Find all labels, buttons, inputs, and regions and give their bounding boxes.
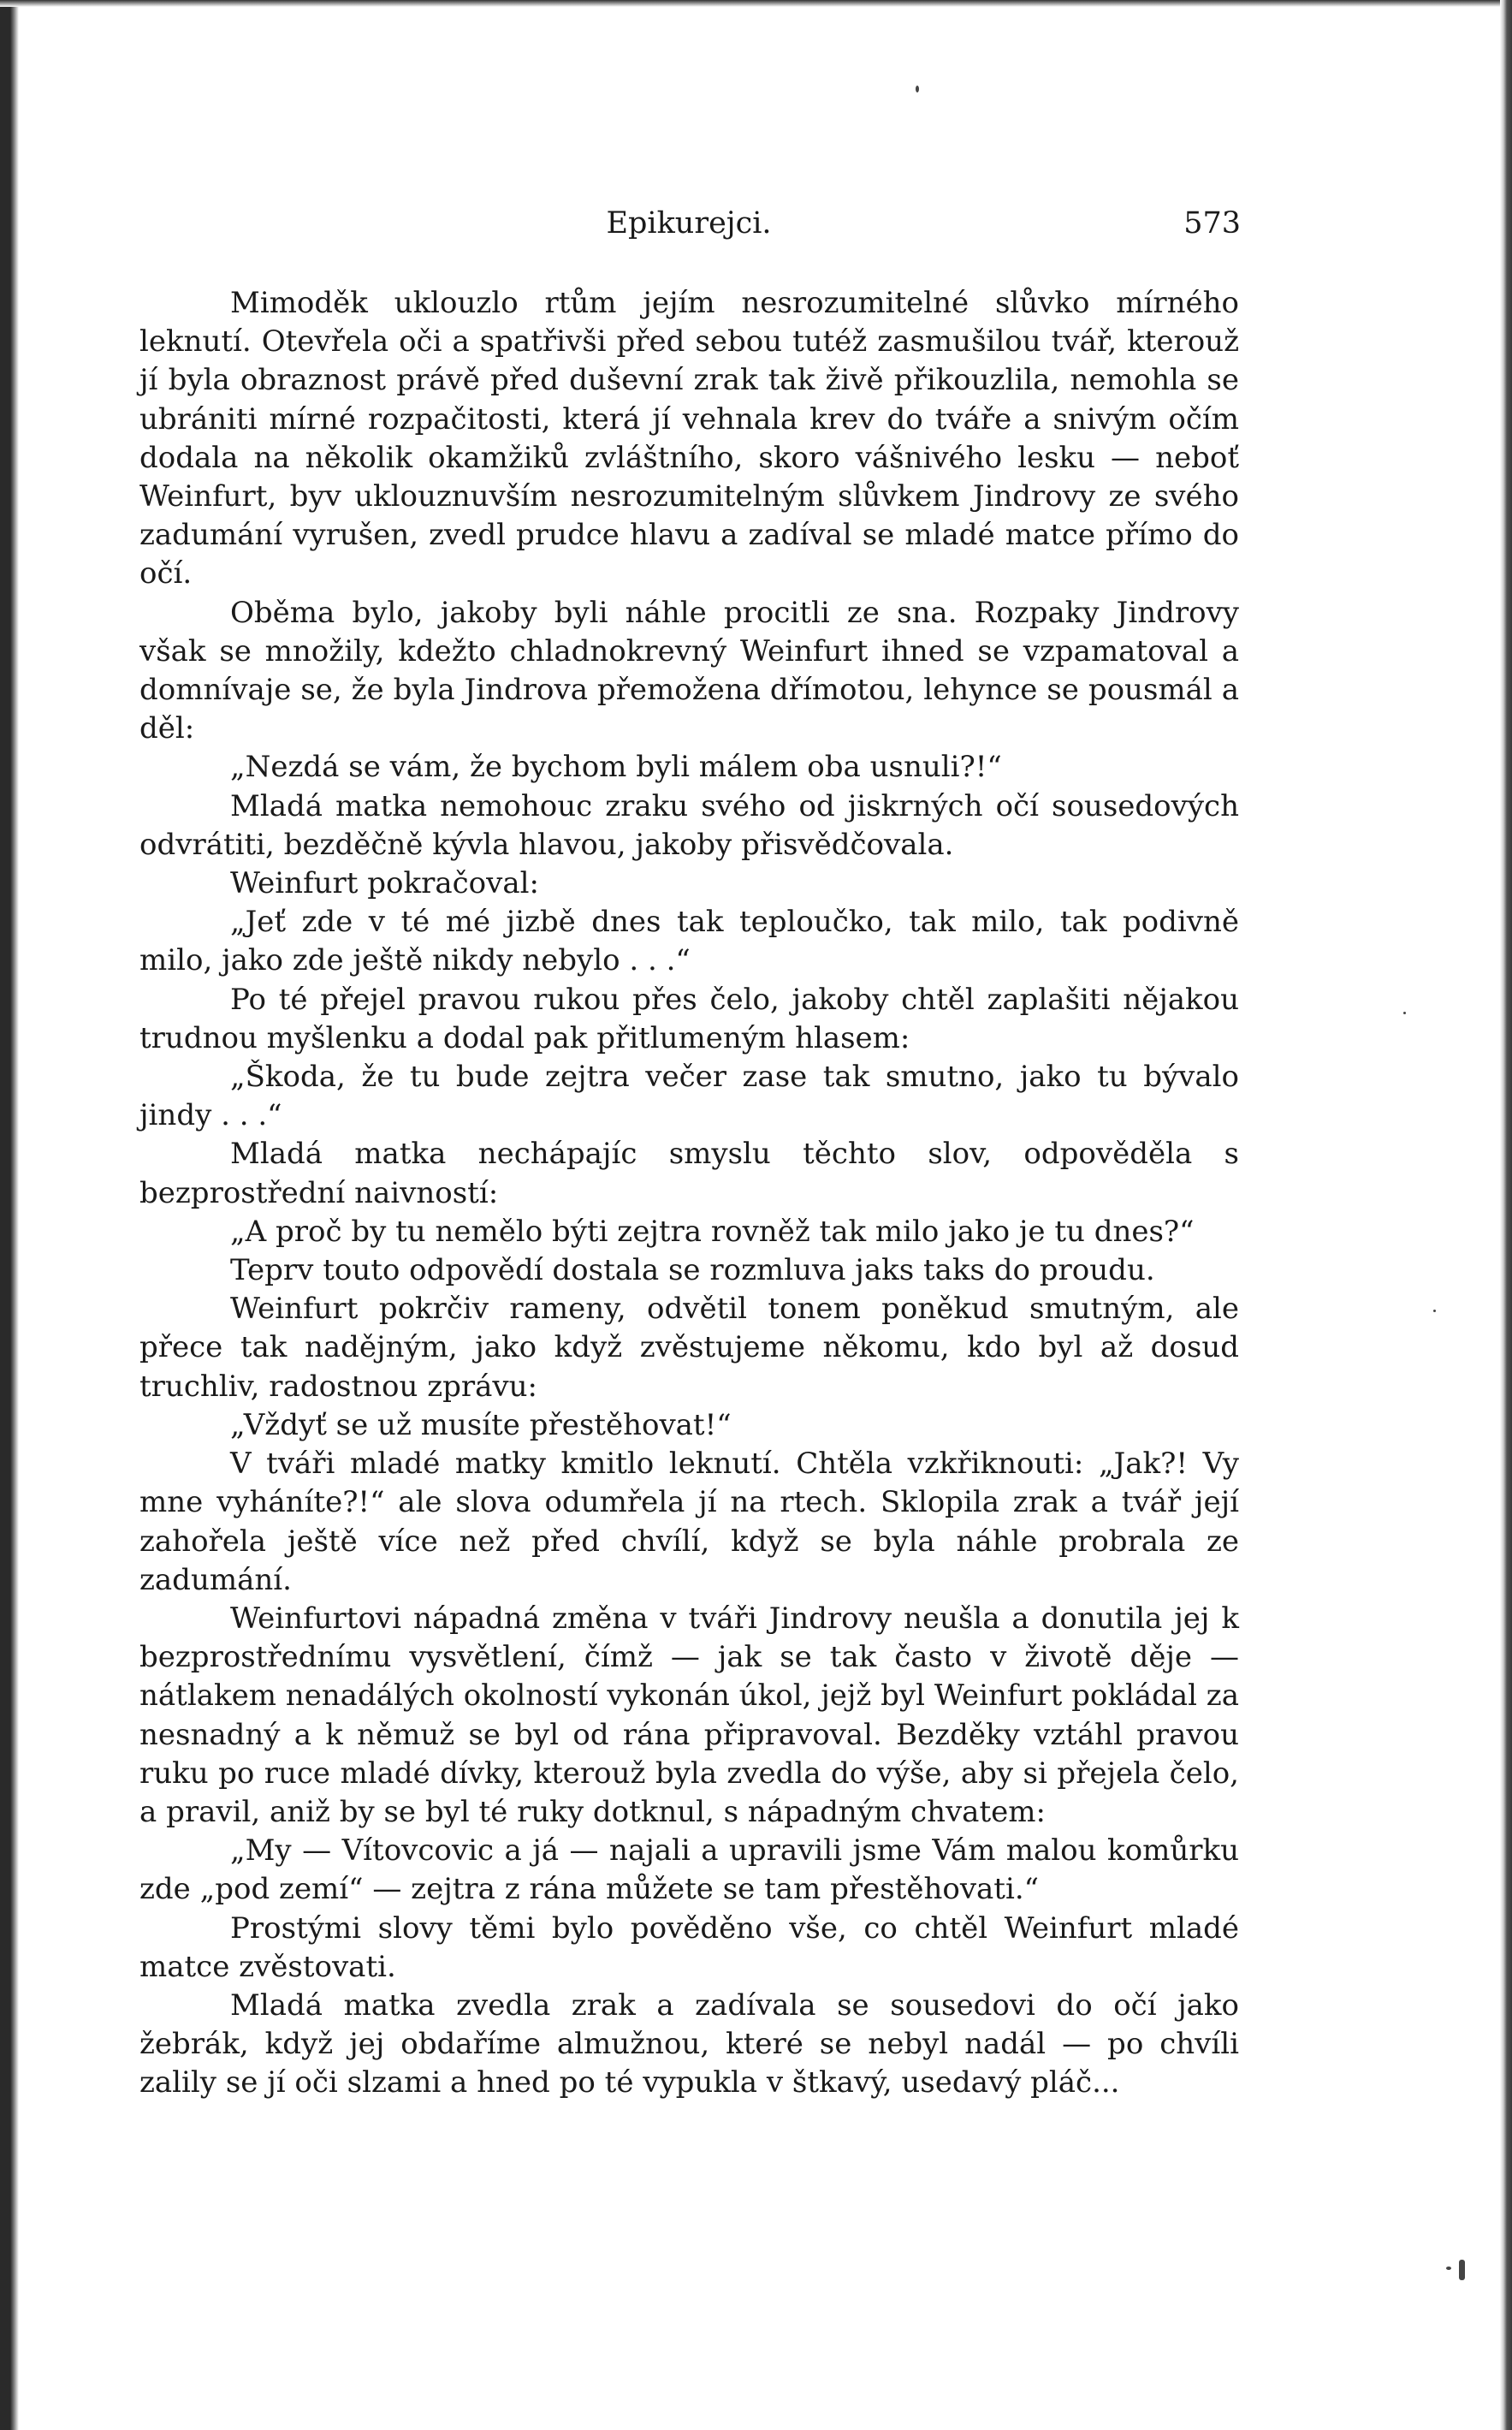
paragraph: „Jeť zde v té mé jizbě dnes tak teploučko, tak milo, tak podivně milo, jako zde ještě nikdy nebylo . . .“ xyxy=(139,905,1239,978)
scan-speck xyxy=(1403,1012,1406,1014)
paragraph: Weinfurt pokračoval: xyxy=(230,866,539,901)
paragraph: Po té přejel pravou rukou přes čelo, jakoby chtěl zaplašiti nějakou trudnou myšlenku a dodal pak přitlumeným hlasem: xyxy=(139,982,1239,1055)
paragraph: Weinfurtovi nápadná změna v tváři Jindrovy neušla a donutila jej k bezprostřednímu vysvětlení, čímž — jak se tak často v životě děje — nátlakem nenadálých okolností vykonán úkol, jejž byl Weinfurt pokládal za nesnadný a k němuž se byl od rána připravoval. Bezděky vztáhl pravou ruku po ruce mladé dívky, kterouž byla zvedla do výše, aby si přejela čelo, a pravil, aniž by se byl té ruky dotknul, s nápadným chvatem: xyxy=(139,1601,1239,1829)
running-title: Epikurejci. xyxy=(606,206,772,241)
scan-shadow-right xyxy=(1500,0,1512,2430)
paragraph: „Nezdá se vám, že bychom byli málem oba usnuli?!“ xyxy=(230,750,1002,785)
scan-speck xyxy=(916,86,919,92)
paragraph: Mladá matka zvedla zrak a zadívala se sousedovi do očí jako žebrák, když jej obdaříme almužnou, které se nebyl nadál — po chvíli zalily se jí oči slzami a hned po té vypukla v štkavý, usedavý pláč... xyxy=(139,1987,1239,2100)
paragraph: „Škoda, že tu bude zejtra večer zase tak smutno, jako tu bývalo jindy . . .“ xyxy=(139,1060,1239,1133)
paragraph: Teprv touto odpovědí dostala se rozmluva jaks taks do proudu. xyxy=(230,1253,1155,1288)
paragraph: V tváři mladé matky kmitlo leknutí. Chtěla vzkřiknouti: „Jak?! Vy mne vyháníte?!“ ale slova odumřela jí na rtech. Sklopila zrak a tvář její zahořela ještě více než před chvílí, když se byla náhle probrala ze zadumání. xyxy=(139,1447,1239,1597)
page-header xyxy=(137,202,1241,245)
paragraph: „My — Vítovcovic a já — najali a upravili jsme Vám malou komůrku zde „pod zemí“ — zejtra z rána můžete se tam přestěhovati.“ xyxy=(139,1833,1239,1907)
scan-speck xyxy=(1446,2267,1451,2270)
paragraph: Mladá matka nemohouc zraku svého od jiskrných očí sousedových odvrátiti, bezděčně kývla hlavou, jakoby přisvědčovala. xyxy=(139,788,1239,862)
paragraph: Mladá matka nechápajíc smyslu těchto slov, odpověděla s bezprostřední naivností: xyxy=(139,1137,1239,1210)
paragraph: Mimoděk uklouzlo rtům jejím nesrozumitelné slůvko mírného leknutí. Otevřela oči a spatřivši před sebou tutéž zasmušilou tvář, kterouž jí byla obraznost právě před duševní zrak tak živě přikouzlila, nemohla se ubrániti mírné rozpačitosti, která jí vehnala krev do tváře a snivým očím dodala na několik okamžiků zvláštního, skoro vášnivého lesku — neboť Weinfurt, byv uklouznuvším nesrozumitelným slůvkem Jindrovy ze svého zadumání vyrušen, zvedl prudce hlavu a zadíval se mladé matce přímo do očí. xyxy=(139,286,1239,591)
scan-shadow-left xyxy=(0,0,19,2430)
scan-speck xyxy=(1433,1310,1436,1312)
paragraph: „Vždyť se už musíte přestěhovat!“ xyxy=(230,1407,732,1442)
paragraph: Prostými slovy těmi bylo pověděno vše, co chtěl Weinfurt mladé matce zvěstovati. xyxy=(139,1910,1239,1984)
body-text xyxy=(139,284,1239,2103)
paragraph: „A proč by tu nemělo býti zejtra rovněž tak milo jako je tu dnes?“ xyxy=(230,1214,1195,1249)
paragraph: Weinfurt pokrčiv rameny, odvětil tonem poněkud smutným, ale přece tak nadějným, jako když zvěstujeme někomu, kdo byl až dosud truchliv, radostnou zprávu: xyxy=(139,1292,1239,1404)
page-number: 573 xyxy=(1183,206,1241,241)
scan-speck xyxy=(1459,2260,1465,2280)
scan-shadow-top xyxy=(0,0,1512,7)
paragraph: Oběma bylo, jakoby byli náhle procitli ze sna. Rozpaky Jindrovy však se množily, kdežto chladnokrevný Weinfurt ihned se vzpamatoval a domnívaje se, že byla Jindrova přemožena dřímotou, lehynce se pousmál a děl: xyxy=(139,595,1239,746)
